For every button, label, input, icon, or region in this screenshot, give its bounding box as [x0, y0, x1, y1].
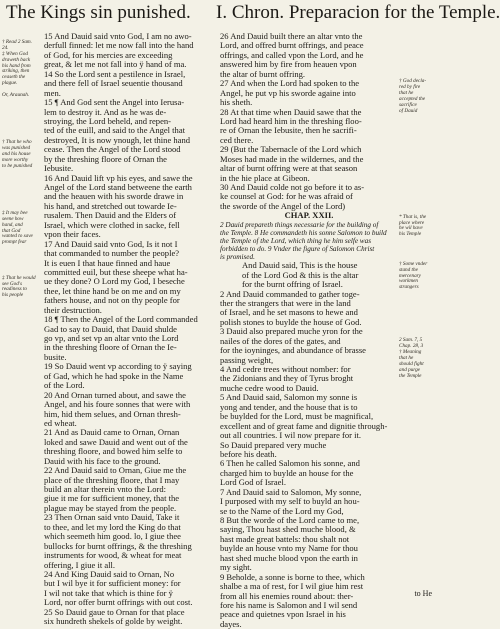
verse-line: 2 And Dauid commanded to gather toge-: [220, 288, 360, 299]
verse-line: 17 And Dauid said vnto God, Is it not I: [44, 238, 178, 249]
verse-line: 30 And Dauid colde not go before it to as-: [220, 182, 365, 192]
margin-note-line: plague.: [2, 80, 18, 87]
margin-note-line: his hand from: [2, 62, 31, 69]
verse-line: And Dauid said, This is the house: [242, 260, 358, 271]
margin-note-line: stand the: [399, 266, 418, 273]
margin-note-line: of Dauid: [399, 107, 418, 114]
margin-note-line: more worthy: [2, 156, 29, 163]
verse-line: I wil not take that which is thine for ÿ: [44, 587, 173, 598]
verse-line: Lord God of Israel.: [220, 477, 286, 488]
chapter-summary-line: forbidden to do. 9 Vnder the figure of Salomon Christ: [220, 245, 375, 254]
right-margin-notes: [399, 32, 439, 592]
verse-line: 26 And Dauid built there an altar vnto the: [220, 31, 363, 41]
margin-note-line: readiness to: [2, 286, 28, 293]
verse-line: to thee, and let my lord the King do that: [44, 521, 181, 532]
verse-line: thee, let thine hand be on me and on my: [44, 285, 181, 296]
verse-line: offrings, and called vpon the Lord, and he: [220, 49, 364, 60]
verse-line: his sheth.: [220, 97, 253, 108]
margin-note-line: his people: [2, 292, 24, 299]
verse-line: ther the strangers that were in the land: [220, 297, 351, 308]
verse-line: ke counsel at God: for he was afraid of: [220, 191, 353, 202]
verse-line: for the burnt offring of Israel.: [242, 279, 343, 290]
verse-line: cease. Then the Angel of the Lord stood: [44, 144, 181, 155]
chapter-summary-line: 2 Dauid prepareth things necessarie for the building of: [220, 220, 379, 229]
verse-line: threshing floore, and bowed him selfe to: [44, 446, 183, 457]
verse-line: from all his enemies round about: ther-: [220, 590, 354, 601]
verse-line: Lord, nor offer burnt offrings with out cost.: [44, 597, 193, 608]
left-margin-notes: [2, 39, 36, 600]
verse-line: Angel, and his foure sonnes that were with: [44, 399, 191, 410]
verse-line: in the threshing floore of Ornan the Ie-: [44, 342, 177, 353]
verse-line: 28 At that time when Dauid sawe that the: [220, 106, 362, 117]
margin-note-line: wanted to save: [2, 233, 33, 240]
verse-line: their destruction.: [44, 304, 102, 315]
chapter-summary-line: the Temple of the Lord, which thing he him selfe was: [220, 236, 371, 245]
verse-line: be buylded for the Lord, must be magnifical,: [220, 411, 374, 422]
verse-line: ed wheat.: [44, 417, 77, 428]
verse-line: fore his name is Salomon and I wil send: [220, 599, 358, 610]
margin-note-line: was punished: [2, 145, 31, 152]
verse-line: peace and quietnes vpon Israel in his: [220, 609, 346, 620]
verse-line: shalbe a ma of rest, for I wil giue him rest: [220, 581, 364, 592]
verse-line: of Gad, which he had spoke in the Name: [44, 370, 184, 381]
verse-line: derfull finned: let me now fall into the hand: [44, 40, 194, 51]
verse-line: Iebusite.: [44, 163, 74, 174]
running-header: [6, 2, 500, 24]
verse-line: offering, I giue it all.: [44, 559, 116, 570]
verse-line: of Israel, and he set masons to hewe and: [220, 307, 358, 318]
verse-line: charged him to buylde an house for the: [220, 467, 354, 478]
verse-line: stroying, the Lord beheld, and repen-: [44, 115, 171, 126]
margin-note-line: he wil have: [399, 225, 423, 232]
verse-line: passing weight,: [220, 354, 274, 365]
verse-line: 22 And Dauid said to Ornan, Giue me the: [44, 465, 187, 476]
verse-line: ted of the euill, and said to the Angel that: [44, 125, 185, 136]
margin-note-line: prompt fear: [2, 239, 27, 246]
chapter-summary-line: the Temple. 8 He commandeth his sonne Salomon to build: [220, 228, 387, 237]
verse-line: Lord had heard him in the threshing floo-: [220, 115, 362, 126]
verse-line: I purposed with my self to buyld an hou-: [220, 496, 360, 507]
margin-note-line: and his house: [2, 150, 31, 157]
header-right-title: I. Chron. Preparacion for the Temple.: [216, 2, 500, 23]
verse-line: place of the threshing floore, that I may: [44, 474, 180, 485]
margin-note-line: † Read 2 Sam.: [2, 39, 32, 45]
verse-line: 3 Dauid also prepared muche yron for the: [220, 326, 363, 337]
verse-line: 29 (But the Tabernacle of the Lord which: [220, 144, 362, 155]
verse-line: re of Ornan the Iebusite, then he sacrifi-: [220, 125, 357, 136]
margin-note-line: † That he who: [2, 139, 32, 146]
verse-line: Angel, he put vp his sworde againe into: [220, 87, 356, 98]
verse-line: giue it me for sufficient money, that the: [44, 493, 180, 504]
verse-line: plague may be stayed from the people.: [44, 502, 177, 513]
verse-line: 18 ¶ Then the Angel of the Lord commanded: [44, 314, 198, 325]
margin-note-line: Or, Araunah.: [2, 92, 30, 99]
verse-line: hast shed muche blood vpon the earth in: [220, 552, 358, 563]
margin-note-line: ceaseth the: [2, 74, 26, 81]
margin-note-line: mercenary: [399, 272, 421, 279]
verse-line: Dauid with his face to the ground.: [44, 455, 161, 466]
margin-note-line: ‡ When God: [2, 50, 28, 57]
catchword: to He: [414, 589, 432, 598]
verse-line: 15 And Dauid said vnto God, I am no awo-: [44, 31, 192, 41]
verse-line: lem to destroy it. And as he was de-: [44, 106, 167, 117]
margin-note-line: ‡ That he would: [2, 274, 36, 281]
margin-note-line: strangers: [399, 284, 419, 291]
verse-line: six hundreth shekels of golde by weight.: [44, 616, 183, 627]
verse-line: 14 So the Lord sent a pestilence in Israel,: [44, 68, 186, 79]
verse-line: nailes of the dores of the gates, and: [220, 335, 341, 346]
margin-note-line: 24.: [2, 44, 9, 51]
verse-line: muche cedre wood to Dauid.: [220, 382, 319, 393]
verse-line: which seemeth him good. lo, I giue thee: [44, 531, 181, 542]
margin-note-line: Chap. 28, 3: [399, 343, 424, 350]
verse-line: out all countries. I wil now prepare for it.: [220, 430, 361, 441]
verse-line: 15 ¶ And God sent the Angel into Ierusa-: [44, 97, 185, 108]
verse-line: great, & let me not fall into ÿ hand of ma.: [44, 59, 187, 70]
margin-note-line: workmen: [399, 278, 419, 285]
margin-note-line: [2, 346, 26, 352]
verse-line: altar of burnt offring were at that season: [220, 163, 358, 174]
verse-line: the Zidonians and they of Tyrus broght: [220, 373, 354, 384]
verse-line: the altar of burnt offring.: [220, 68, 306, 79]
verse-line: answered him by fire from heauen vpon: [220, 59, 357, 70]
margin-note-line: [399, 403, 439, 409]
verse-line: 23 Then Ornan said vnto Dauid, Take it: [44, 512, 180, 523]
margin-note-line: that God: [2, 227, 21, 234]
verse-line: buylde an house vnto my Name for thou: [220, 543, 358, 554]
verse-line: ced there.: [220, 134, 254, 145]
margin-note-line: should fight: [399, 360, 424, 367]
margin-note-line: † Meaning: [399, 349, 422, 356]
chapter-summary-line: is promised.: [220, 253, 255, 262]
verse-line: Angel of the Lord stand betweene the earth: [44, 182, 192, 192]
verse-line: 16 And Dauid lift vp his eyes, and sawe the: [44, 172, 193, 183]
margin-note-line: accepted the: [399, 95, 426, 102]
verse-line: committed euil, but these sheepe what ha-: [44, 266, 188, 277]
verse-line: bullocks for burnt offrings, & the threshing: [44, 540, 192, 551]
verse-line: of God, for his mercies are exceeding: [44, 49, 173, 60]
verse-line: polish stones to buylde the house of God.: [220, 316, 362, 327]
verse-line: of the Lord God & this is the altar: [242, 269, 359, 280]
verse-line: rusalem. Then Dauid and the Elders of: [44, 210, 177, 221]
verse-line: 27 And when the Lord had spoken to the: [220, 78, 360, 89]
verse-line: 8 But the worde of the Lord came to me,: [220, 515, 360, 526]
margin-note-line: * That is, the: [399, 213, 427, 220]
margin-note-line: red by fire: [399, 84, 421, 91]
verse-line: yong and tender, and the house that is to: [220, 401, 358, 412]
margin-note-line: † Some vnder: [399, 260, 428, 267]
verse-line: 7 And Dauid said to Salomon, My sonne,: [220, 486, 362, 497]
verse-line: Moses had made in the wildernes, and the: [220, 153, 364, 164]
margin-note-line: to be punished: [2, 162, 33, 169]
verse-line: 4 And cedre trees without nomber: for: [220, 364, 351, 375]
verse-line: fathers house, and not on thy people for: [44, 295, 180, 306]
verse-line: vpon their faces.: [44, 229, 101, 240]
margin-note-line: that he: [399, 89, 414, 96]
margin-note-line: place where: [399, 219, 425, 226]
verse-line: It is euen I that haue finned and haue: [44, 257, 171, 268]
margin-note-line: and purge: [399, 366, 420, 373]
left-column-text: [44, 31, 220, 627]
verse-line: but I wil bye it for sufficient money: for: [44, 578, 181, 589]
verse-line: Israel, which were clothed in sacke, fell: [44, 219, 180, 230]
verse-line: loked and sawe Dauid and went out of the: [44, 436, 188, 447]
verse-line: his hand, and stretched out towarde Ie-: [44, 200, 177, 211]
verse-line: 25 So Dauid gaue to Ornan for that place: [44, 606, 185, 617]
verse-line: before his death.: [220, 448, 277, 459]
margin-note-line: hand, and: [2, 221, 23, 228]
verse-line: So Dauid prepared very muche: [220, 439, 327, 450]
verse-line: in the hie place at Gibeon.: [220, 172, 310, 183]
margin-note-line: that he: [399, 354, 414, 361]
margin-note-line: his Temple: [399, 231, 422, 238]
verse-line: instruments for wood, & wheat for meat: [44, 550, 182, 561]
verse-line: go vp, and set vp an altar vnto the Lord: [44, 333, 179, 343]
verse-line: men.: [44, 87, 61, 98]
margin-note-line: seene how: [2, 215, 24, 222]
verse-line: and there fell of Israel seuentie thousand: [44, 78, 183, 89]
verse-line: build an altar therein vnto the Lord:: [44, 484, 166, 494]
margin-note-line: sacrifice: [399, 101, 417, 108]
verse-line: by the threshing floore of Ornan the: [44, 153, 167, 164]
verse-line: saying, Thou hast shed muche blood, &: [220, 524, 356, 535]
verse-line: of the Lord.: [44, 380, 85, 391]
margin-note-line: see God's: [2, 280, 22, 287]
verse-line: him, hid them selues, and Ornan thresh-: [44, 408, 181, 419]
verse-line: 21 And as Dauid came to Ornan, Ornan: [44, 427, 180, 438]
verse-line: 6 Then he called Salomon his sonne, and: [220, 458, 360, 469]
verse-line: ue they done? O Lord my God, I beseche: [44, 276, 185, 287]
verse-line: Lord, and offred burnt offrings, and peace: [220, 40, 364, 51]
verse-line: Gad to say to Dauid, that Dauid shulde: [44, 323, 177, 334]
verse-line: 19 So Dauid went vp according to ÿ saying: [44, 361, 192, 372]
verse-line: for the ioyninges, and abundance of brasse: [220, 345, 366, 356]
margin-note-line: † God decla-: [399, 78, 427, 85]
margin-note-line: 2 Sam. 7, 5: [399, 337, 423, 344]
verse-line: 24 And King Dauid said to Ornan, No: [44, 568, 175, 579]
verse-line: dayes.: [220, 618, 242, 629]
verse-line: 5 And Dauid said, Salomon my sonne is: [220, 392, 358, 403]
verse-line: my sight.: [220, 562, 252, 573]
verse-line: and the heauen with his sworde drawe in: [44, 191, 184, 202]
verse-line: hast made great battels: thou shalt not: [220, 533, 350, 544]
verse-line: 9 Beholde, a sonne is borne to thee, which: [220, 571, 365, 582]
margin-note-line: the Temple: [399, 372, 422, 379]
margin-note-line: ‡ It may bee: [2, 209, 28, 216]
verse-line: that commanded to number the people?: [44, 248, 180, 259]
margin-note-line: draweth back: [2, 56, 31, 63]
right-column-text: [220, 31, 398, 629]
header-left-title: The Kings sin punished.: [6, 2, 191, 23]
verse-line: busite.: [44, 351, 67, 362]
verse-line: the sworde of the Angel of the Lord): [220, 200, 346, 211]
margin-note-line: striking, then: [2, 68, 30, 75]
verse-line: se to the Name of the Lord my God,: [220, 505, 344, 516]
chapter-heading: CHAP. XXII.: [284, 210, 334, 221]
verse-line: 20 And Ornan turned about, and sawe the: [44, 389, 186, 400]
verse-line: excellent and of great fame and dignitie through-: [220, 420, 388, 431]
verse-line: destroyed, It is now ynough, let thine hand: [44, 134, 190, 145]
